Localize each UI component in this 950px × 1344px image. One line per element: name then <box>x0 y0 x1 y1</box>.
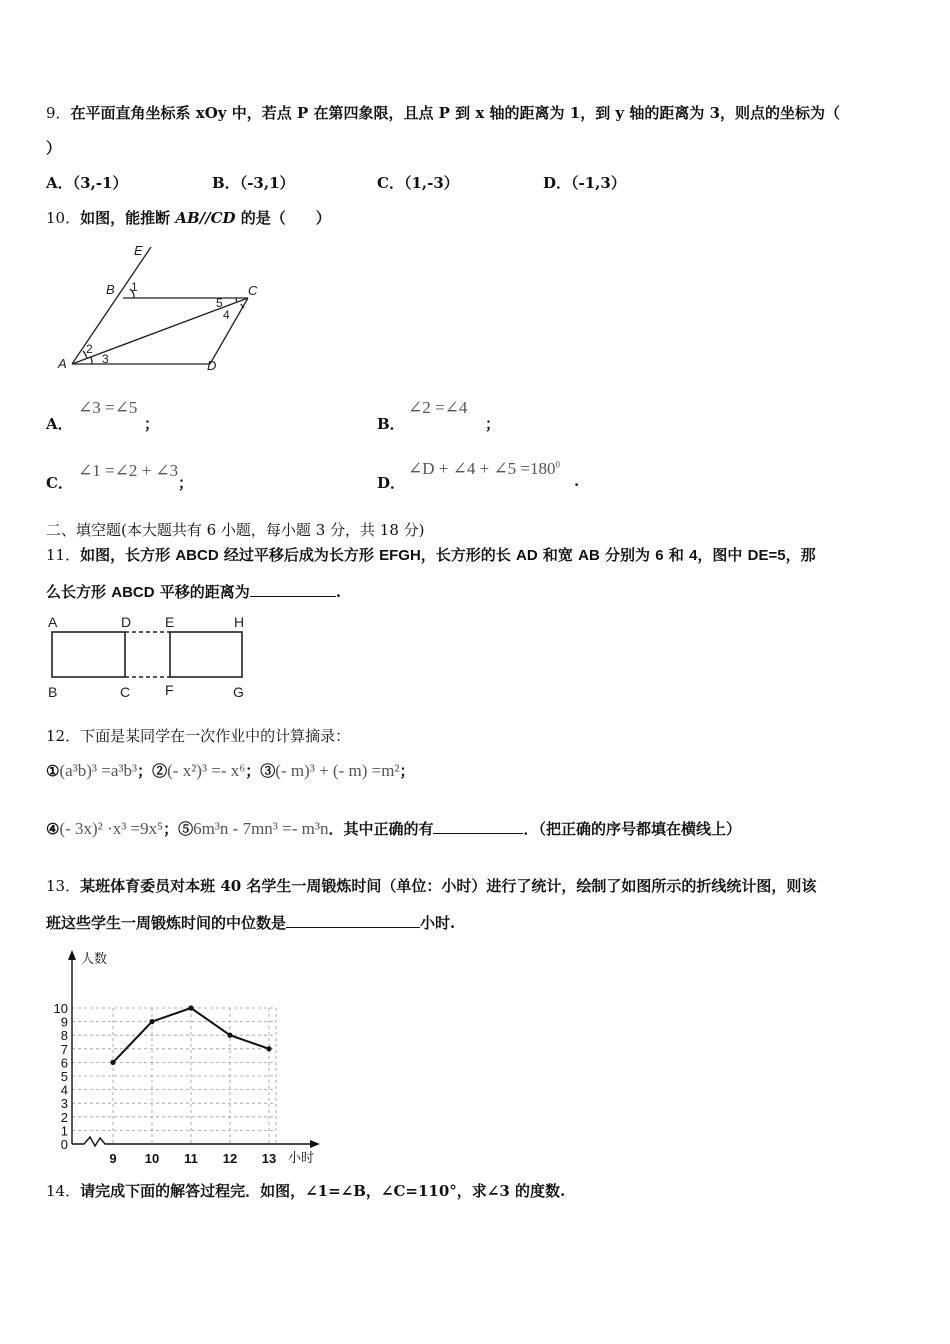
q9-option-c: C．（1,-3） <box>377 174 459 192</box>
q11-answer-blank[interactable] <box>250 596 336 597</box>
q11-rectangles-figure <box>44 611 254 703</box>
y-tick-label-6: 6 <box>60 1055 68 1071</box>
y-tick-label-7: 7 <box>60 1041 68 1057</box>
label-a: A <box>48 614 58 630</box>
q11-line1: 11．如图，长方形 ABCD 经过平移后成为长方形 EFGH，长方形的长 AD 和宽 AB 分别为 6 和 4，图中 DE=5，那 <box>46 546 816 564</box>
label-c: C <box>120 684 131 700</box>
y-tick-label-0: 0 <box>60 1137 68 1152</box>
y-tick-label-2: 2 <box>60 1109 68 1125</box>
x-tick-label-13: 13 <box>261 1151 277 1166</box>
q10-option-c-expr: ∠1 =∠2 + ∠3 <box>78 461 179 480</box>
q10-option-c-end: ； <box>178 474 194 492</box>
q12-answer-blank[interactable] <box>433 833 523 834</box>
label-d: D <box>121 614 132 630</box>
q11-line2: 么长方形 ABCD 平移的距离为 . <box>46 583 342 601</box>
y-tick-label-8: 8 <box>60 1028 68 1044</box>
label-a: A <box>58 356 67 371</box>
label-d: D <box>207 358 217 373</box>
q13-answer-blank[interactable] <box>286 927 420 928</box>
q10-option-d-label: D． <box>377 474 406 492</box>
data-point-10 <box>149 1019 154 1024</box>
data-point-13 <box>266 1046 271 1051</box>
q14-stem: 14．请完成下面的解答过程完．如图，∠1=∠B，∠C=110°，求∠3 的度数. <box>46 1182 566 1200</box>
y-tick-label-5: 5 <box>60 1069 68 1084</box>
label-angle-2: 2 <box>86 342 93 356</box>
q9-option-b: B．（-3,1） <box>212 174 295 192</box>
section-2-title: 二、填空题(本大题共有 6 小题，每小题 3 分，共 18 分) <box>46 521 425 539</box>
q9-option-a: A．（3,-1） <box>46 174 128 192</box>
x-tick-label-12: 12 <box>222 1151 238 1166</box>
label-angle-4: 4 <box>223 308 230 322</box>
q9-stem: 9．在平面直角坐标系 xOy 中，若点 P 在第四象限，且点 P 到 x 轴的距离为 1，到 y 轴的距离为 3，则点的坐标为（ <box>46 104 841 122</box>
q10-option-a-end: ； <box>144 415 160 433</box>
q10-option-d-end: . <box>574 472 580 490</box>
q9-close: ） <box>46 139 62 157</box>
q13-line2: 班这些学生一周锻炼时间的中位数是 小时. <box>46 914 456 932</box>
x-axis-arrow <box>310 1140 320 1148</box>
q10-stem: 10．如图，能推断 AB//CD 的是（ ） <box>46 209 331 227</box>
q10-option-b-label: B． <box>377 415 405 433</box>
data-point-9 <box>110 1060 115 1065</box>
label-angle-5: 5 <box>216 296 223 310</box>
x-tick-label-10: 10 <box>144 1151 160 1166</box>
q12-line2: ④(- 3x)² ·x³ =9x⁵；⑤6m³n - 7mn³ =- m³n．其中正确的有 ．（把正确的序号都填在横线上） <box>46 819 741 838</box>
line-ae <box>72 247 151 364</box>
q10-option-c-label: C． <box>46 474 73 492</box>
label-b: B <box>106 282 115 297</box>
data-point-11 <box>188 1005 193 1010</box>
rect-abcd <box>52 632 125 677</box>
data-point-12 <box>227 1033 232 1038</box>
q12-line1: ①(a³b)³ =a³b³；②(- x²)³ =- x⁶；③(- m)³ + (- m) =m²； <box>46 761 415 780</box>
y-tick-label-1: 1 <box>60 1123 68 1139</box>
q10-option-b-end: ； <box>485 415 501 433</box>
y-tick-label-3: 3 <box>60 1096 68 1112</box>
label-c: C <box>248 283 258 298</box>
x-axis-label: 小时 <box>288 1150 315 1165</box>
q9-option-d: D．（-1,3） <box>543 174 626 192</box>
y-tick-label-4: 4 <box>60 1082 68 1098</box>
q12-stem: 12．下面是某同学在一次作业中的计算摘录： <box>46 727 351 745</box>
q10-parallelogram-figure <box>50 240 270 375</box>
rect-efgh <box>170 632 242 677</box>
q10-option-d-expr: ∠D + ∠4 + ∠5 $=180^0$ <box>408 459 561 478</box>
q13-line1: 13．某班体育委员对本班 40 名学生一周锻炼时间（单位：小时）进行了统计，绘制了如图所示的折线统计图，则该 <box>46 877 817 895</box>
y-axis-arrow <box>68 950 76 960</box>
q13-line-chart <box>40 942 330 1172</box>
q10-option-a-label: A． <box>46 415 73 433</box>
q10-option-a-expr: ∠3 =∠5 <box>78 398 138 417</box>
label-b: B <box>48 684 58 700</box>
angle-3-arc <box>91 357 92 364</box>
label-e: E <box>165 614 175 630</box>
x-tick-label-11: 11 <box>184 1151 198 1166</box>
label-h: H <box>234 614 245 630</box>
label-f: F <box>165 682 174 698</box>
label-e: E <box>134 243 143 258</box>
y-tick-label-9: 9 <box>60 1014 68 1030</box>
label-angle-1: 1 <box>131 280 138 294</box>
y-axis-label: 人数 <box>81 951 108 966</box>
y-tick-label-10: 10 <box>53 1001 68 1016</box>
label-angle-3: 3 <box>102 352 109 366</box>
x-tick-label-9: 9 <box>109 1151 117 1166</box>
label-g: G <box>233 684 244 700</box>
q10-option-b-expr: ∠2 =∠4 <box>408 398 468 417</box>
